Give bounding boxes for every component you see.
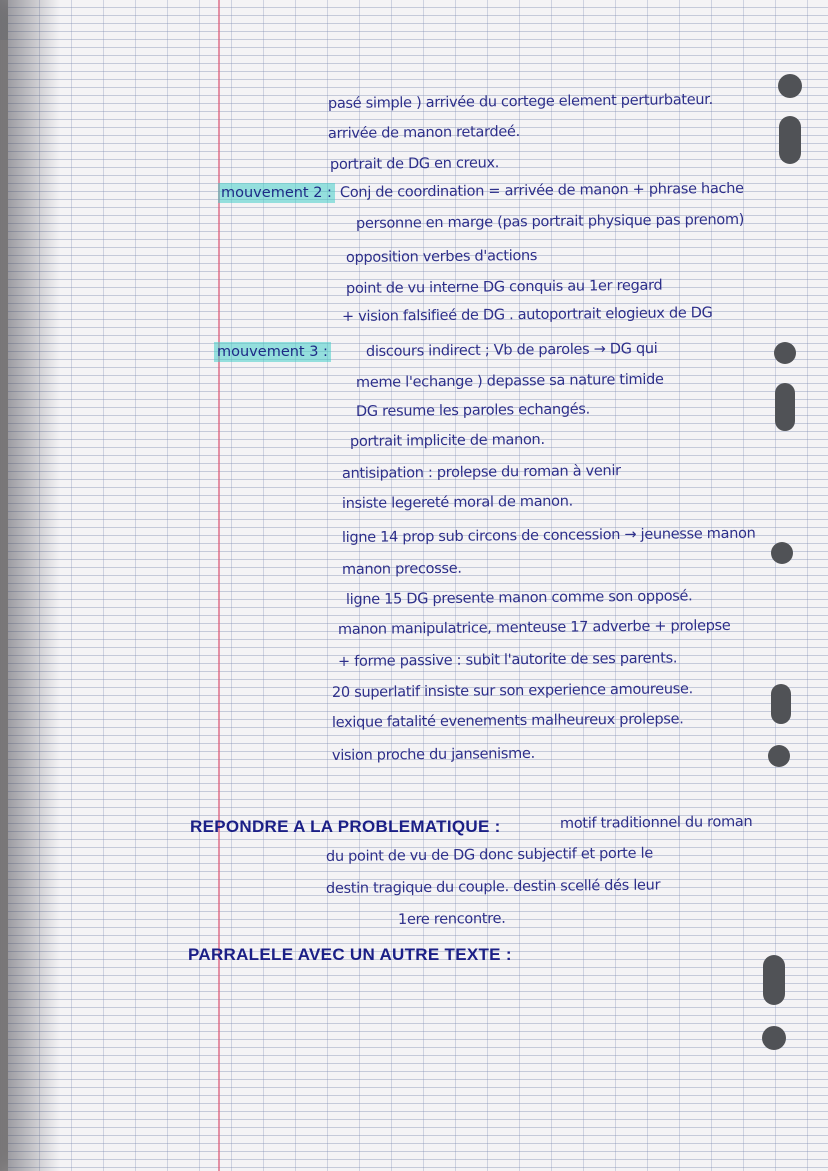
note-line: manon manipulatrice, menteuse 17 adverbe + prolepse bbox=[337, 617, 731, 638]
punch-hole bbox=[763, 955, 785, 1005]
punch-hole bbox=[771, 542, 793, 564]
note-line: opposition verbes d'actions bbox=[345, 247, 538, 266]
note-line: personne en marge (pas portrait physique pas prenom) bbox=[355, 211, 745, 232]
problematique-line: du point de vu de DG donc subjectif et porte le bbox=[325, 845, 653, 865]
note-line: ligne 14 prop sub circons de concession → jeunesse manon bbox=[341, 525, 756, 546]
parallele-heading: PARRALELE AVEC UN AUTRE TEXTE : bbox=[188, 945, 512, 964]
note-line: ligne 15 DG presente manon comme son opposé. bbox=[345, 588, 693, 608]
punch-hole bbox=[775, 383, 795, 431]
punch-hole bbox=[774, 342, 796, 364]
margin-line bbox=[218, 0, 220, 1171]
problematique-line: destin tragique du couple. destin scellé dés leur bbox=[325, 877, 661, 897]
punch-hole bbox=[779, 116, 801, 164]
note-line: lexique fatalité evenements malheureux prolepse. bbox=[331, 711, 684, 731]
note-line: point de vu interne DG conquis au 1er regard bbox=[345, 277, 663, 297]
punch-hole bbox=[762, 1026, 786, 1050]
punch-hole bbox=[771, 684, 791, 724]
note-line: Conj de coordination = arrivée de manon + phrase hache bbox=[339, 180, 744, 201]
note-line: portrait implicite de manon. bbox=[349, 431, 545, 450]
note-line: pasé simple ) arrivée du cortege element perturbateur. bbox=[327, 91, 714, 112]
note-line: meme l'echange ) depasse sa nature timide bbox=[355, 371, 664, 391]
note-line: vision proche du jansenisme. bbox=[331, 745, 535, 764]
punch-hole bbox=[778, 74, 802, 98]
movement-2-label: mouvement 2 : bbox=[218, 183, 335, 203]
note-line: insiste legereté moral de manon. bbox=[341, 493, 573, 512]
note-line: DG resume les paroles echangés. bbox=[355, 401, 591, 420]
note-line: antisipation : prolepse du roman à venir bbox=[341, 463, 621, 482]
problematique-line: motif traditionnel du roman bbox=[559, 813, 753, 832]
notebook-page bbox=[8, 0, 828, 1171]
note-line: arrivée de manon retardeé. bbox=[327, 123, 520, 142]
note-line: + vision falsifieé de DG . autoportrait elogieux de DG bbox=[341, 305, 713, 325]
punch-hole bbox=[768, 745, 790, 767]
note-line: 20 superlatif insiste sur son experience amoureuse. bbox=[331, 681, 694, 701]
note-line: + forme passive : subit l'autorite de ses parents. bbox=[337, 650, 678, 670]
page-edge-shadow bbox=[0, 0, 60, 1171]
problematique-line: 1ere rencontre. bbox=[397, 910, 506, 928]
problematique-heading: REPONDRE A LA PROBLEMATIQUE : bbox=[190, 817, 501, 836]
note-line: portrait de DG en creux. bbox=[329, 155, 500, 173]
note-line: manon precosse. bbox=[341, 560, 462, 578]
note-line: discours indirect ; Vb de paroles → DG qui bbox=[365, 340, 658, 360]
movement-3-label: mouvement 3 : bbox=[214, 342, 331, 362]
